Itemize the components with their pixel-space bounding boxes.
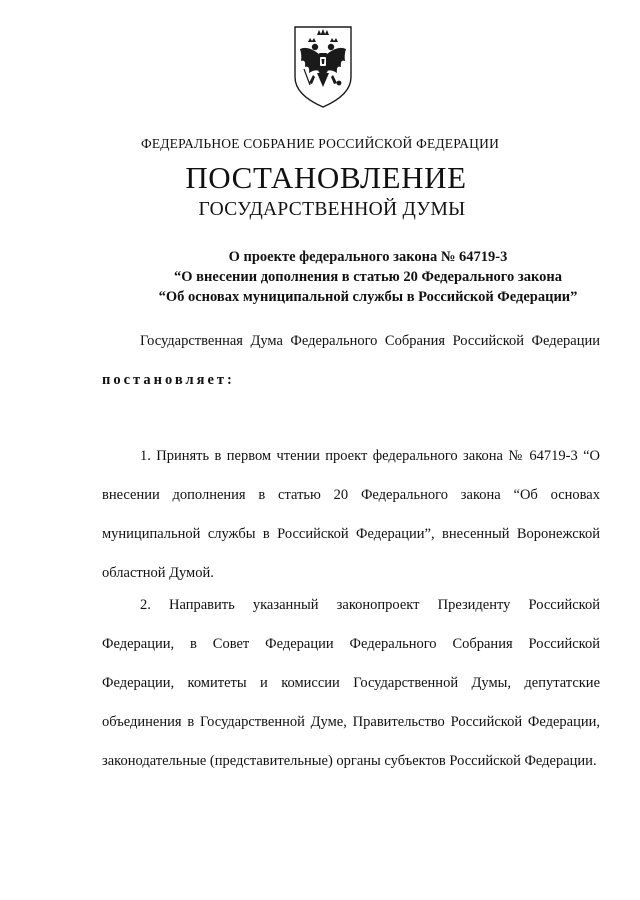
organization-name: ФЕДЕРАЛЬНОЕ СОБРАНИЕ РОССИЙСКОЙ ФЕДЕРАЦИИ xyxy=(140,136,500,151)
intro-paragraph xyxy=(102,322,600,400)
item-2-paragraph: 2. Направить указанный законопроект Президенту Российской Федерации, в Совет Федерации Федерального Собрания Российской Федерации, комитеты и комиссии Государственной Думы, депутатские объединения в Государственной Думе, Правительство Российской Федерации, законодательные (представительные) органы субъектов Российской Федерации. xyxy=(102,597,600,769)
resolves-word: постановляет: xyxy=(102,372,235,388)
item-1-paragraph: 1. Принять в первом чтении проект федерального закона № 64719-3 “О внесении дополнения в статью 20 Федерального закона “Об основах муниципальной службы в Российской Федерации”, внесенный Воронежской областной Думой. xyxy=(102,448,600,581)
document-type-title: ПОСТАНОВЛЕНИЕ xyxy=(185,160,467,195)
heading-line: “Об основах муниципальной службы в Российской Федерации” xyxy=(158,289,578,305)
intro-text: Государственная Дума Федерального Собрания Российской Федерации xyxy=(140,333,600,349)
heading-line: О проекте федерального закона № 64719-3 xyxy=(228,249,508,265)
issuing-body-subtitle: ГОСУДАРСТВЕННОЙ ДУМЫ xyxy=(198,199,466,220)
coat-of-arms-emblem xyxy=(293,25,353,109)
resolution-heading xyxy=(0,247,640,307)
heading-line: “О внесении дополнения в статью 20 Федерального закона xyxy=(174,269,562,285)
